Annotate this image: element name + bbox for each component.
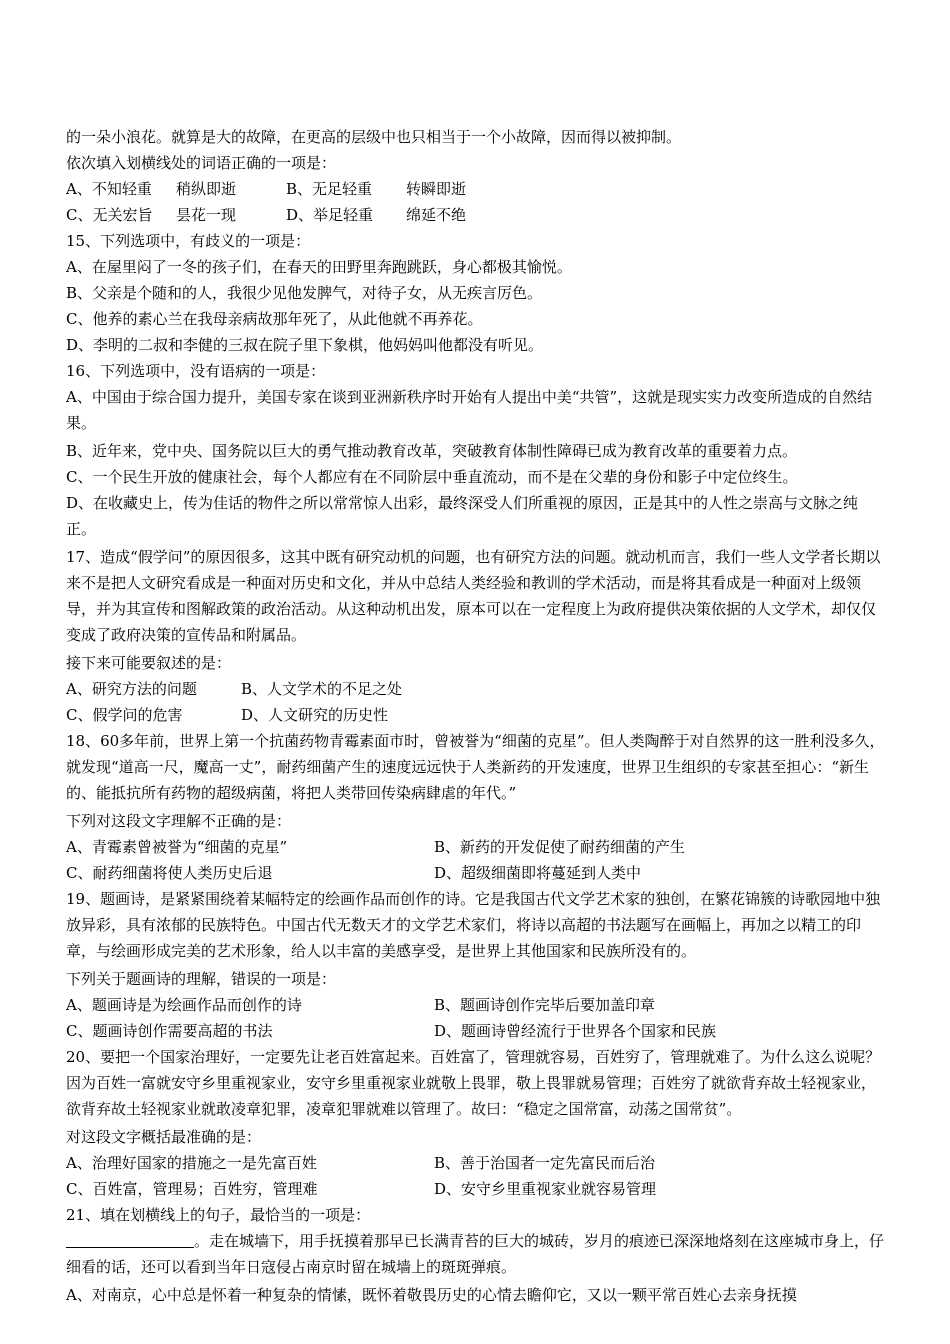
q17-option-b[interactable]: B、人文学术的不足之处 — [241, 680, 403, 698]
q20-option-a[interactable]: A、治理好国家的措施之一是先富百姓 — [66, 1154, 317, 1172]
q16-option-a[interactable]: A、中国由于综合国力提升，美国专家在谈到亚洲新秩序时开始有人提出中美“共管”，这就是现实实力改变所造成的自然结果。 — [66, 388, 873, 432]
q16-option-b[interactable]: B、近年来，党中央、国务院以巨大的勇气推动教育改革，突破教育体制性障碍已成为教育改革的重要着力点。 — [66, 442, 798, 460]
q14-prompt: 依次填入划横线处的词语正确的一项是： — [66, 154, 337, 172]
q14-options-row-1 — [66, 176, 886, 202]
q15-stem: 15、下列选项中，有歧义的一项是： — [66, 232, 311, 250]
q19-option-c[interactable]: C、题画诗创作需要高超的书法 — [66, 1022, 273, 1040]
q18-option-b[interactable]: B、新药的开发促使了耐药细菌的产生 — [434, 838, 686, 856]
q20-options-row-2 — [66, 1176, 886, 1202]
q14-tail: 的一朵小浪花。就算是大的故障，在更高的层级中也只相当于一个小故障，因而得以被抑制。 — [66, 128, 682, 146]
q14-option-d[interactable]: D、举足轻重 — [286, 206, 374, 224]
q20-option-d[interactable]: D、安守乡里重视家业就容易管理 — [434, 1180, 657, 1198]
q18-stem: 18、60多年前，世界上第一个抗菌药物青霉素面市时，曾被誉为“细菌的克星”。但人类陶醉于对自然界的这一胜利没多久，就发现“道高一尺，魔高一丈”，耐药细菌产生的速度远远快于人类新药的开发速度，世界卫生组织的专家甚至担心：“新生的、能抵抗所有药物的超级病菌，将把人类带回传染病肆虐的年代。” — [66, 732, 885, 802]
q19-options-row-1 — [66, 992, 886, 1018]
q15-option-d[interactable]: D、李明的二叔和李健的三叔在院子里下象棋，他妈妈叫他都没有听见。 — [66, 336, 544, 354]
q18-options-row-2 — [66, 860, 886, 886]
q14-option-a[interactable]: A、不知轻重 — [66, 180, 152, 198]
q17-option-d[interactable]: D、人文研究的历史性 — [241, 706, 389, 724]
q16-option-d[interactable]: D、在收藏史上，传为佳话的物件之所以常常惊人出彩，最终深受人们所重视的原因，正是其中的人性之崇高与文脉之纯正。 — [66, 494, 859, 538]
q16-stem: 16、下列选项中，没有语病的一项是： — [66, 362, 326, 380]
q19-stem: 19、题画诗，是紧紧围绕着某幅特定的绘画作品而创作的诗。它是我国古代文学艺术家的独创，在繁花锦簇的诗歌园地中独放异彩，具有浓郁的民族特色。中国古代无数天才的文学艺术家们，将诗以高超的书法题写在画幅上，再加之以精工的印章，与绘画形成完美的艺术形象，给人以丰富的美感享受，是世界上其他国家和民族所没有的。 — [66, 890, 881, 960]
q14-option-c[interactable]: C、无关宏旨 — [66, 206, 153, 224]
q17-options-row-1 — [66, 676, 886, 702]
q14-option-b-word: 转瞬即逝 — [406, 180, 467, 198]
q18-option-d[interactable]: D、超级细菌即将蔓延到人类中 — [434, 864, 642, 882]
exam-page — [66, 124, 886, 1308]
q15-option-b[interactable]: B、父亲是个随和的人，我很少见他发脾气，对待子女，从无疾言厉色。 — [66, 284, 543, 302]
q17-option-c[interactable]: C、假学问的危害 — [66, 706, 183, 724]
q18-option-c[interactable]: C、耐药细菌将使人类历史后退 — [66, 864, 273, 882]
q21-answer-blank[interactable] — [66, 1230, 194, 1248]
q20-option-b[interactable]: B、善于治国者一定先富民而后治 — [434, 1154, 656, 1172]
q18-options-row-1 — [66, 834, 886, 860]
q18-option-a[interactable]: A、青霉素曾被誉为“细菌的克星” — [66, 838, 288, 856]
q20-prompt: 对这段文字概括最准确的是： — [66, 1128, 262, 1146]
q19-options-row-2 — [66, 1018, 886, 1044]
q14-options-row-2 — [66, 202, 886, 228]
q17-stem: 17、造成“假学问”的原因很多，这其中既有研究动机的问题，也有研究方法的问题。就动机而言，我们一些人文学者长期以来不是把人文研究看成是一种面对历史和文化，并从中总结人类经验和教训的学术活动，而是将其看成是一种面对上级领导，并为其宣传和图解政策的政治活动。从这种动机出发，原本可以在一定程度上为政府提供决策依据的人文学术，却仅仅变成了政府决策的宣传品和附属品。 — [66, 548, 881, 644]
q20-option-c[interactable]: C、百姓富，管理易；百姓穷，管理难 — [66, 1180, 318, 1198]
q14-option-a-word: 稍纵即逝 — [176, 180, 237, 198]
q20-stem: 20、要把一个国家治理好，一定要先让老百姓富起来。百姓富了，管理就容易，百姓穷了，管理就难了。为什么这么说呢？因为百姓一富就安守乡里重视家业，安守乡里重视家业就敬上畏罪，敬上畏罪就易管理；百姓穷了就欲背弃故土轻视家业，欲背弃故土轻视家业就敢凌章犯罪，凌章犯罪就难以管理了。故曰：“稳定之国常富，动荡之国常贫”。 — [66, 1048, 881, 1118]
q21-passage-line — [66, 1228, 886, 1280]
q16-option-c[interactable]: C、一个民生开放的健康社会，每个人都应有在不同阶层中垂直流动，而不是在父辈的身份和影子中定位终生。 — [66, 468, 798, 486]
q15-option-c[interactable]: C、他养的素心兰在我母亲病故那年死了，从此他就不再养花。 — [66, 310, 483, 328]
q20-options-row-1 — [66, 1150, 886, 1176]
q14-option-d-word: 绵延不绝 — [406, 206, 467, 224]
q15-option-a[interactable]: A、在屋里闷了一冬的孩子们，在春天的田野里奔跑跳跃，身心都极其愉悦。 — [66, 258, 572, 276]
q19-option-d[interactable]: D、题画诗曾经流行于世界各个国家和民族 — [434, 1022, 717, 1040]
q17-option-a[interactable]: A、研究方法的问题 — [66, 680, 197, 698]
q21-passage: 。走在城墙下，用手抚摸着那早已长满青苔的巨大的城砖，岁月的痕迹已深深地烙刻在这座城市身上，仔细看的话，还可以看到当年日寇侵占南京时留在城墙上的斑斑弹痕。 — [66, 1232, 885, 1276]
q18-prompt: 下列对这段文字理解不正确的是： — [66, 812, 292, 830]
q19-option-b[interactable]: B、题画诗创作完毕后要加盖印章 — [434, 996, 656, 1014]
q17-options-row-2 — [66, 702, 886, 728]
q19-option-a[interactable]: A、题画诗是为绘画作品而创作的诗 — [66, 996, 302, 1014]
q17-prompt: 接下来可能要叙述的是： — [66, 654, 232, 672]
q21-option-a[interactable]: A、对南京，心中总是怀着一种复杂的情愫，既怀着敬畏历史的心情去瞻仰它，又以一颗平常百姓心去亲身抚摸 — [66, 1286, 797, 1304]
q14-option-b[interactable]: B、无足轻重 — [286, 180, 373, 198]
q19-prompt: 下列关于题画诗的理解，错误的一项是： — [66, 970, 337, 988]
q21-stem: 21、填在划横线上的句子，最恰当的一项是： — [66, 1206, 371, 1224]
q14-option-c-word: 昙花一现 — [176, 206, 237, 224]
